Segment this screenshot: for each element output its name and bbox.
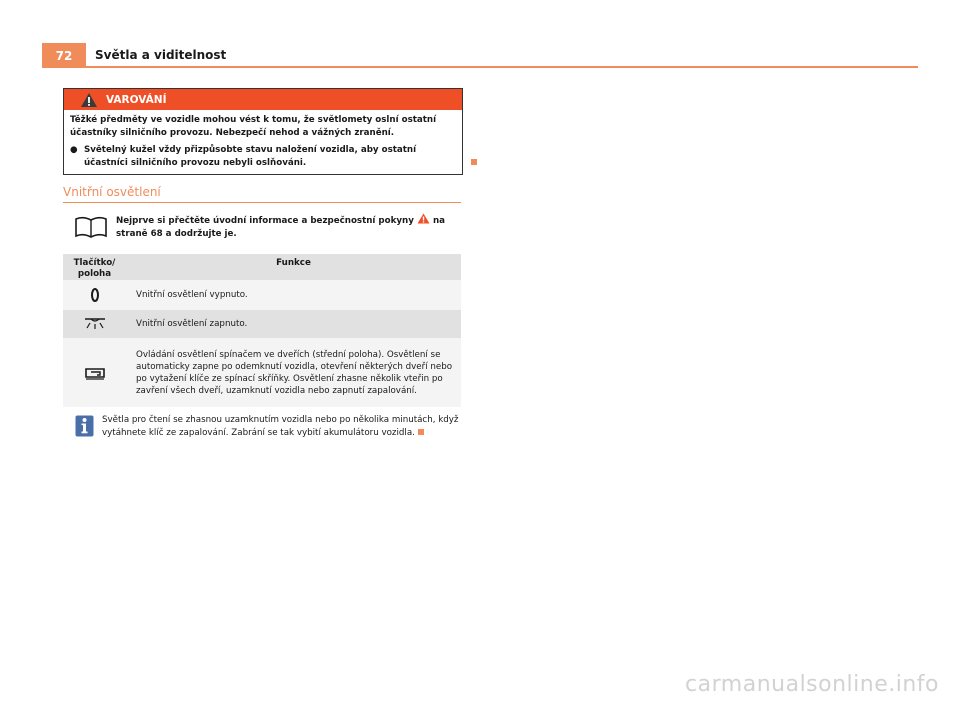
table-cell-function: Vnitřní osvětlení zapnuto. (126, 310, 461, 338)
intro-text: Nejprve si přečtěte úvodní informace a bezpečnostní pokyny (116, 216, 414, 226)
book-icon (74, 216, 108, 238)
bullet-dot: ● (70, 145, 78, 155)
table-cell-function: Vnitřní osvětlení vypnuto. (126, 280, 461, 310)
warning-box (63, 88, 463, 175)
warning-paragraph: Těžké předměty ve vozidle mohou vést k tomu, že světlomety oslní ostatní účastníky silničního provozu. Nebezpečí nehod a vážných zranění. (70, 115, 437, 138)
warning-triangle-icon (80, 92, 98, 108)
end-mark (471, 159, 477, 165)
function-table (63, 254, 461, 407)
warning-bullet (70, 144, 456, 169)
section-heading: Vnitřní osvětlení (63, 185, 161, 199)
warning-triangle-icon (417, 213, 430, 224)
intro-note (116, 213, 464, 240)
info-note (102, 414, 467, 439)
zero-position-icon (90, 287, 100, 303)
page-number: 72 (42, 43, 86, 68)
intro-text-cont: na straně 68 a dodržujte je. (116, 216, 446, 239)
table-cell-function: Ovládání osvětlení spínačem ve dveřích (střední poloha). Osvětlení se automaticky zapne po odemknutí vozidla, otevření některých dveří nebo po vytažení klíče ze spínací skříňky. Osvětlení zhasne několik vteřin po zavření všech dveří, uzamknutí vozidla nebo zapnutí zapalování. (126, 338, 461, 407)
table-row (63, 310, 461, 338)
section-rule (63, 202, 461, 203)
table-row (63, 338, 461, 407)
interior-light-on-icon (83, 317, 107, 331)
warning-bullet-text: Světelný kužel vždy přizpůsobte stavu naložení vozidla, aby ostatní účastníci silničního provozu nebyli oslňováni. (84, 145, 417, 168)
info-note-text: Světla pro čtení se zhasnou uzamknutím vozidla nebo po několika minutách, když vytáhnete klíč ze zapalování. Zabrání se tak vybití akumulátoru vozidla. (102, 415, 459, 438)
table-row (63, 280, 461, 310)
header-rule (42, 66, 918, 68)
table-header-position: Tlačítko/ poloha (63, 254, 126, 280)
warning-header (64, 89, 462, 110)
warning-body (64, 110, 462, 174)
watermark: carmanualsonline.info (685, 672, 939, 697)
chapter-title: Světla a viditelnost (95, 48, 227, 62)
info-icon (75, 415, 94, 437)
table-header-function: Funkce (126, 254, 461, 280)
end-mark (418, 429, 424, 435)
door-contact-icon (83, 365, 107, 381)
warning-title: VAROVÁNÍ (106, 93, 167, 106)
